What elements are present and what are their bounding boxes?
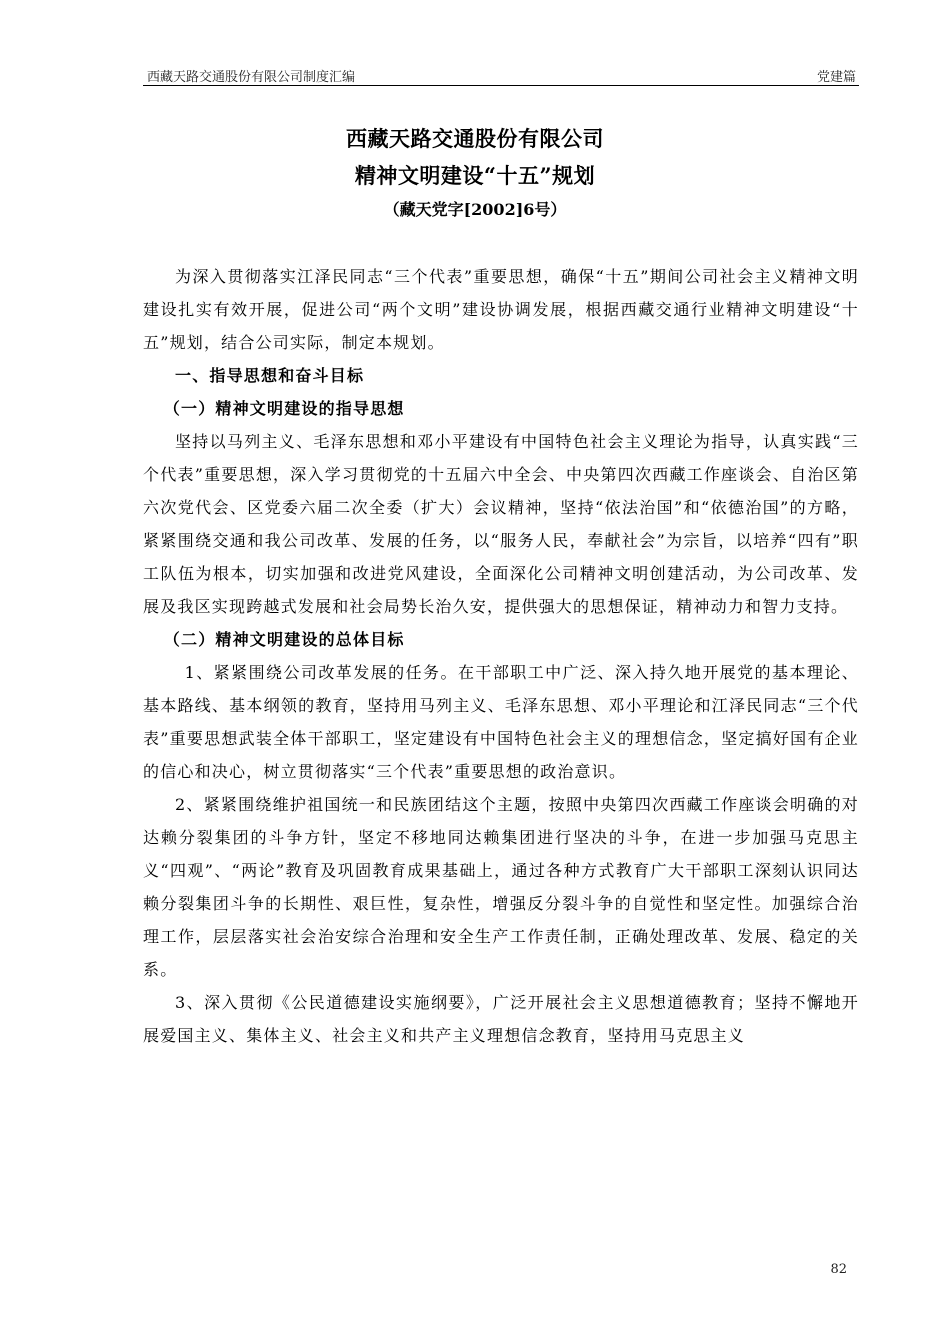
plan-title: 精神文明建设“十五”规划 (354, 163, 596, 188)
section-heading-guiding-ideology: 一、指导思想和奋斗目标 (175, 366, 365, 385)
goal-item-2: 2、紧紧围绕维护祖国统一和民族团结这个主题，按照中央第四次西藏工作座谈会明确的对达赖分裂集团的斗争方针，坚定不移地同达赖集团进行坚决的斗争，在进一步加强马克思主义“四观”、“两论”教育及巩固教育成果基础上，通过各种方式教育广大干部职工深刻认识同达赖分裂集团斗争的长期性、艰巨性，复杂性，增强反分裂斗争的自觉性和坚定性。加强综合治理工作，层层落实社会治安综合治理和安全生产工作责任制，正确处理改革、发展、稳定的关系。 (143, 795, 859, 979)
document-body (143, 260, 859, 1052)
header-document-collection: 西藏天路交通股份有限公司制度汇编 (147, 70, 356, 85)
header-divider (143, 85, 859, 86)
intro-paragraph: 为深入贯彻落实江泽民同志“三个代表”重要思想，确保“十五”期间公司社会主义精神文明建设扎实有效开展，促进公司“两个文明”建设协调发展，根据西藏交通行业精神文明建设“十五”规划，结合公司实际，制定本规划。 (143, 267, 859, 352)
subsection-heading-overall-goals: （二）精神文明建设的总体目标 (163, 630, 405, 649)
goal-item-1: 1、紧紧围绕公司改革发展的任务。在干部职工中广泛、深入持久地开展党的基本理论、基本路线、基本纲领的教育，坚持用马列主义、毛泽东思想、邓小平理论和江泽民同志“三个代表”重要思想武装全体干部职工，坚定建设有中国特色社会主义的理想信念，坚定搞好国有企业的信心和决心，树立贯彻落实“三个代表”重要思想的政治意识。 (143, 663, 859, 781)
page-header (143, 66, 858, 86)
header-section-name: 党建篇 (816, 70, 856, 85)
guiding-thought-paragraph: 坚持以马列主义、毛泽东思想和邓小平建设有中国特色社会主义理论为指导，认真实践“三个代表”重要思想，深入学习贯彻党的十五届六中全会、中央第四次西藏工作座谈会、自治区第六次党代会、区党委六届二次全委（扩大）会议精神，坚持“依法治国”和“依德治国”的方略，紧紧围绕交通和我公司改革、发展的任务，以“服务人民，奉献社会”为宗旨，以培养“四有”职工队伍为根本，切实加强和改进党风建设，全面深化公司精神文明创建活动，为公司改革、发展及我区实现跨越式发展和社会局势长治久安，提供强大的思想保证，精神动力和智力支持。 (143, 432, 859, 616)
document-number: （藏天党字[2002]6号） (383, 200, 567, 219)
title-block (0, 120, 950, 226)
page-number: 82 (830, 1262, 847, 1277)
goal-item-3: 3、深入贯彻《公民道德建设实施纲要》，广泛开展社会主义思想道德教育；坚持不懈地开展爱国主义、集体主义、社会主义和共产主义理想信念教育，坚持用马克思主义 (143, 993, 859, 1045)
company-title: 西藏天路交通股份有限公司 (346, 126, 604, 151)
subsection-heading-guiding-thought: （一）精神文明建设的指导思想 (163, 399, 405, 418)
